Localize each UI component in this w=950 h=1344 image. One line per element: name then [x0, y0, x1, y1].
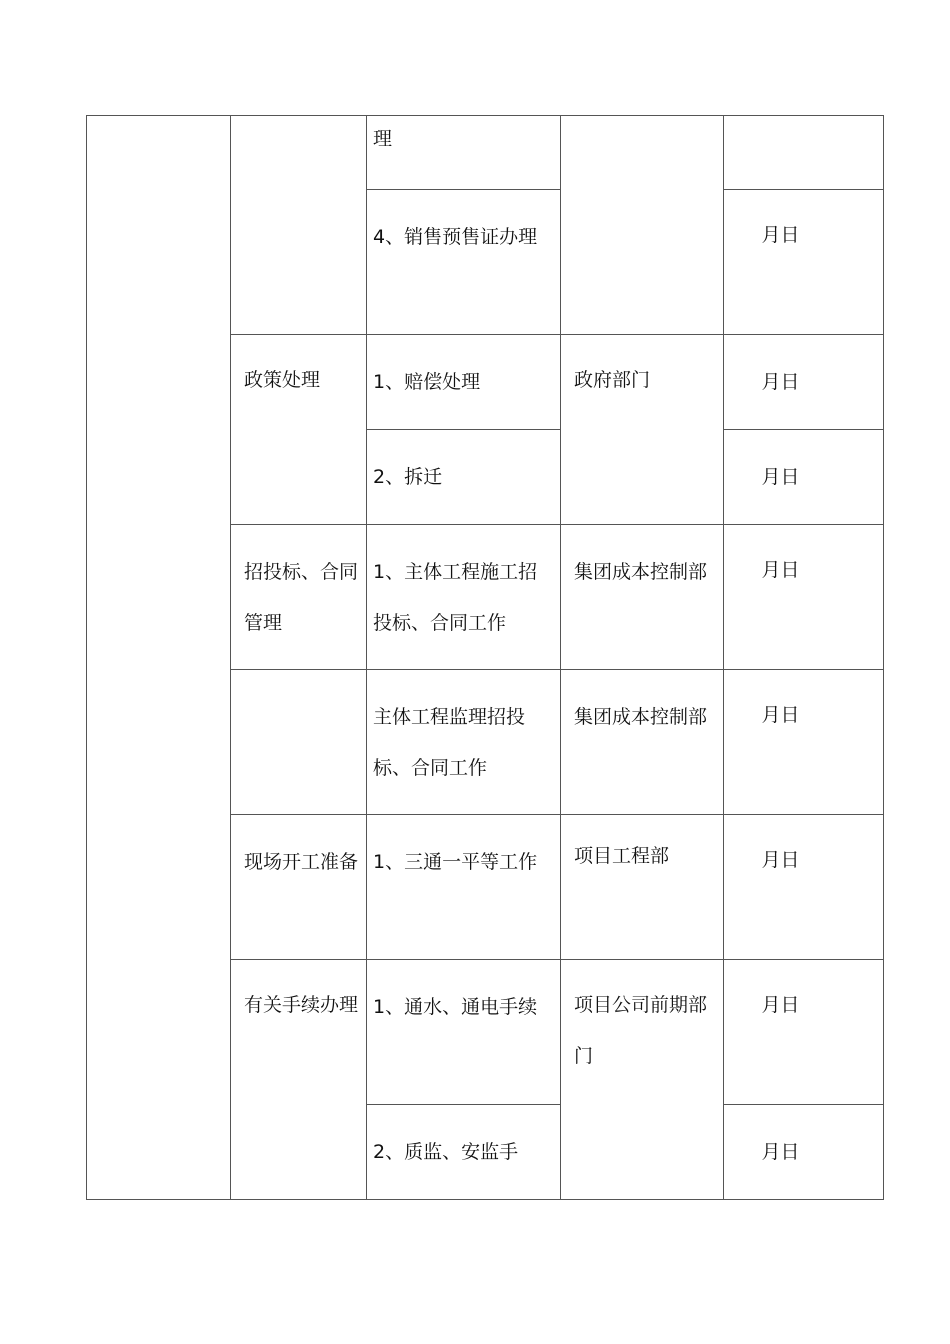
- category-cell: [231, 815, 367, 960]
- item-cell: [367, 525, 561, 670]
- date-cell: [724, 525, 884, 670]
- category-cell: [231, 335, 367, 525]
- date-text: 月日: [761, 466, 800, 488]
- category-cell-empty: [231, 116, 367, 335]
- item-cell: [367, 670, 561, 815]
- item-cell: [367, 335, 561, 430]
- date-cell: [724, 815, 884, 960]
- item-text: 2、质监、安监手: [373, 1141, 519, 1163]
- date-cell: [724, 670, 884, 815]
- item-cell: [367, 116, 561, 190]
- item-text: 主体工程监理招投标、合同工作: [373, 706, 526, 779]
- item-cell: [367, 190, 561, 335]
- date-text: 月日: [761, 704, 800, 726]
- item-cell: [367, 430, 561, 525]
- item-text: 2、拆迁: [373, 466, 443, 488]
- category-cell: [231, 960, 367, 1200]
- category-text: 政策处理: [244, 369, 321, 391]
- item-text: 1、赔偿处理: [373, 371, 481, 393]
- category-text: 招投标、合同管理: [244, 561, 359, 634]
- dept-text: 集团成本控制部: [574, 706, 708, 728]
- dept-cell: [561, 670, 724, 815]
- category-cell: [231, 525, 367, 670]
- category-text: 有关手续办理: [244, 994, 359, 1016]
- date-cell: [724, 190, 884, 335]
- date-cell: [724, 960, 884, 1105]
- date-text: 月日: [761, 224, 800, 246]
- dept-cell: [561, 960, 724, 1200]
- dept-text: 政府部门: [574, 369, 651, 391]
- item-cell: [367, 960, 561, 1105]
- category-cell-empty: [231, 670, 367, 815]
- date-cell: [724, 1105, 884, 1200]
- date-text: 月日: [761, 559, 800, 581]
- date-text: 月日: [761, 1141, 800, 1163]
- category-text: 现场开工准备: [244, 851, 359, 873]
- date-cell: [724, 335, 884, 430]
- item-text: 理: [373, 128, 393, 150]
- date-text: 月日: [761, 849, 800, 871]
- schedule-table: [86, 115, 884, 1200]
- dept-text: 集团成本控制部: [574, 561, 708, 583]
- item-cell: [367, 1105, 561, 1200]
- item-text: 4、销售预售证办理: [373, 226, 538, 248]
- item-text: 1、主体工程施工招投标、合同工作: [373, 561, 538, 634]
- date-text: 月日: [761, 994, 800, 1016]
- date-text: 月日: [761, 371, 800, 393]
- dept-cell-empty: [561, 116, 724, 335]
- stage-cell-empty: [87, 116, 231, 1200]
- dept-cell: [561, 335, 724, 525]
- date-cell: [724, 430, 884, 525]
- dept-cell: [561, 815, 724, 960]
- item-text: 1、三通一平等工作: [373, 851, 538, 873]
- item-text: 1、通水、通电手续: [373, 996, 538, 1018]
- date-cell-empty: [724, 116, 884, 190]
- dept-cell: [561, 525, 724, 670]
- item-cell: [367, 815, 561, 960]
- table-row: [87, 116, 884, 190]
- dept-text: 项目公司前期部门: [574, 994, 708, 1067]
- dept-text: 项目工程部: [574, 845, 670, 867]
